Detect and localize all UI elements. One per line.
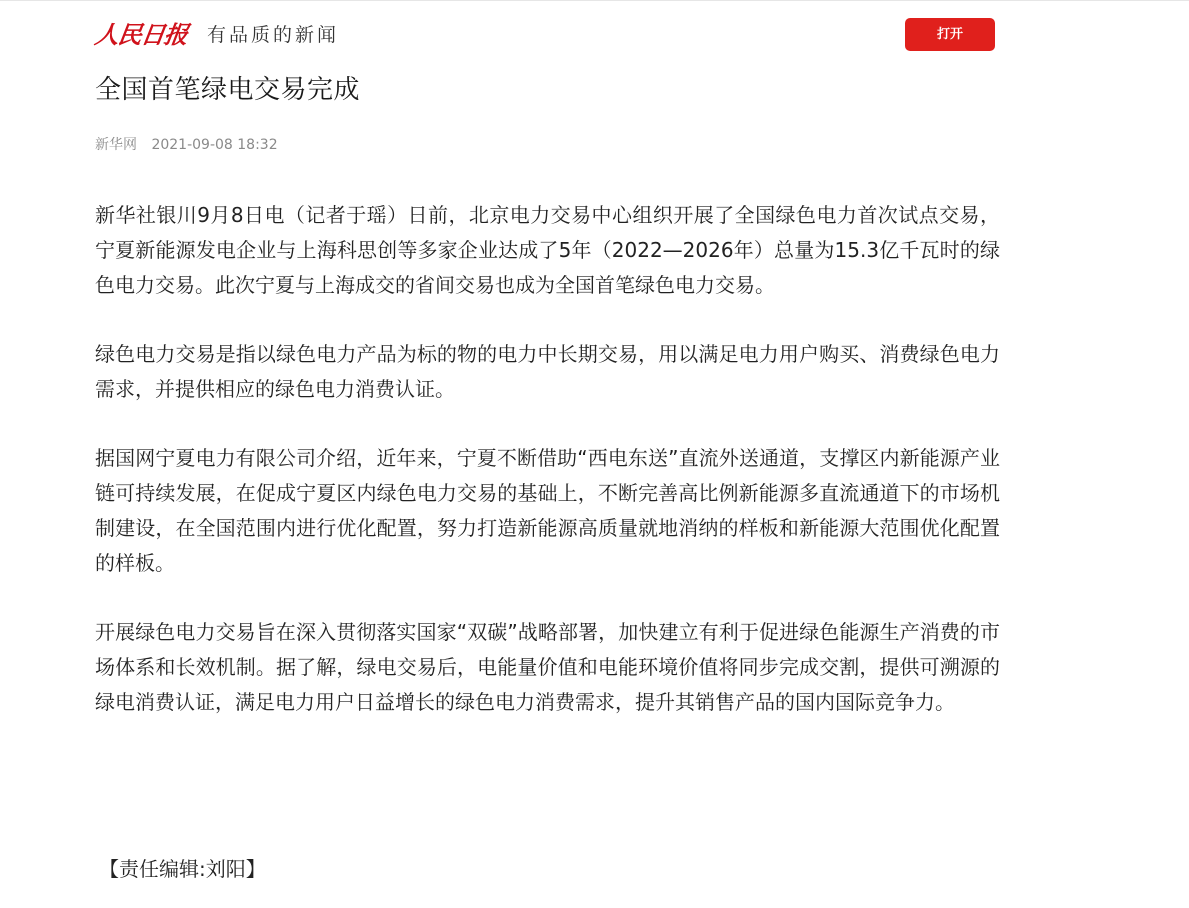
article-paragraph: 开展绿色电力交易旨在深入贯彻落实国家“双碳”战略部署，加快建立有利于促进绿色能源生产消费的市场体系和长效机制。据了解，绿电交易后，电能量价值和电能环境价值将同步完成交割，提供可溯源的绿电消费认证，满足电力用户日益增长的绿色电力消费需求，提升其销售产品的国内国际竞争力。 [95, 620, 1000, 714]
app-header [95, 18, 995, 54]
article-paragraph: 绿色电力交易是指以绿色电力产品为标的物的电力中长期交易，用以满足电力用户购买、消费绿色电力需求，并提供相应的绿色电力消费认证。 [95, 342, 1000, 401]
open-app-button[interactable]: 打开 [905, 18, 995, 51]
top-divider [0, 0, 1189, 1]
brand-logo[interactable] [95, 20, 339, 50]
people-daily-logo: 人民日报 [93, 20, 190, 49]
article-paragraph: 新华社银川9月8日电（记者于瑶）日前，北京电力交易中心组织开展了全国绿色电力首次试点交易，宁夏新能源发电企业与上海科思创等多家企业达成了5年（2022—2026年）总量为15.3亿千瓦时的绿色电力交易。此次宁夏与上海成交的省间交易也成为全国首笔绿色电力交易。 [95, 203, 1000, 297]
article-body [95, 198, 1000, 754]
article-paragraph: 据国网宁夏电力有限公司介绍，近年来，宁夏不断借助“西电东送”直流外送通道，支撑区内新能源产业链可持续发展，在促成宁夏区内绿色电力交易的基础上，不断完善高比例新能源多直流通道下的市场机制建设，在全国范围内进行优化配置，努力打造新能源高质量就地消纳的样板和新能源大范围优化配置的样板。 [95, 446, 1000, 575]
article-meta [95, 135, 278, 155]
article-datetime: 2021-09-08 18:32 [151, 137, 278, 153]
article-source: 新华网 [95, 137, 137, 153]
article-title: 全国首笔绿电交易完成 [95, 75, 361, 105]
brand-slogan: 有品质的新闻 [207, 24, 340, 46]
responsible-editor: 【责任编辑:刘阳】 [99, 857, 266, 881]
